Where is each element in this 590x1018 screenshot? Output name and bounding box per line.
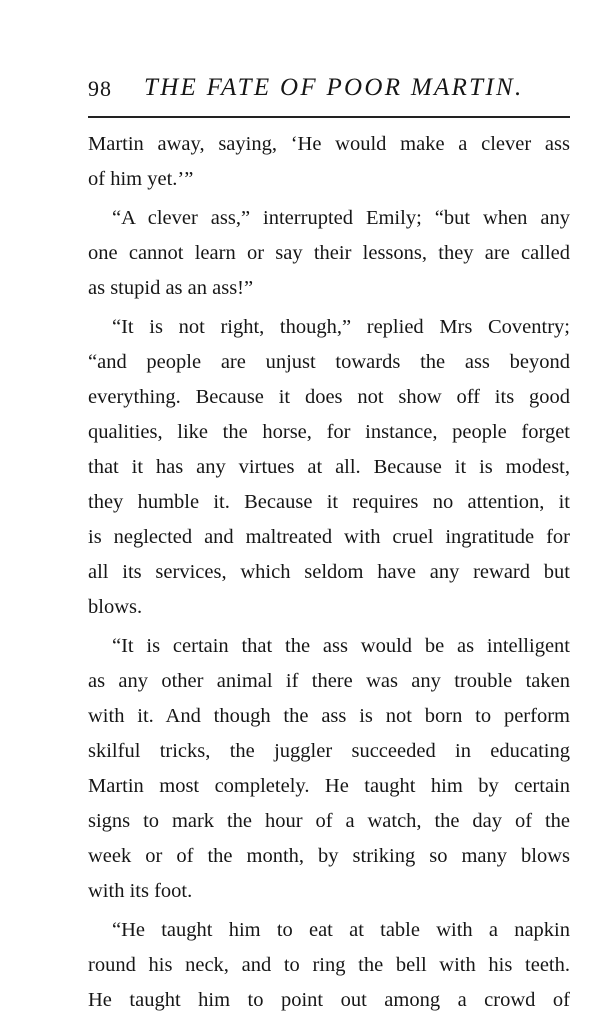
- text-line: as any other animal if there was any trouble taken: [88, 670, 570, 692]
- text-line: that it has any virtues at all. Because it is modest,: [88, 456, 570, 478]
- page-number: 98: [88, 76, 112, 101]
- text-line: week or of the month, by striking so many blows: [88, 845, 570, 867]
- paragraph: [88, 913, 570, 1018]
- text-line: they humble it. Because it requires no attention, it: [88, 491, 570, 513]
- text-line: Martin away, saying, ‘He would make a clever ass: [88, 133, 570, 155]
- page-header: [88, 74, 570, 110]
- text-line: with its foot.: [88, 880, 193, 902]
- paragraph: [88, 629, 570, 909]
- text-line: as stupid as an ass!”: [88, 277, 254, 299]
- text-line: of him yet.’”: [88, 168, 194, 190]
- body-text: [88, 127, 570, 1018]
- text-line: “He taught him to eat at table with a napkin: [112, 919, 570, 941]
- text-line: qualities, like the horse, for instance, people forget: [88, 421, 570, 443]
- text-line: blows.: [88, 596, 143, 618]
- text-line: signs to mark the hour of a watch, the day of the: [88, 810, 570, 832]
- text-line: one cannot learn or say their lessons, they are called: [88, 242, 570, 264]
- header-rule: [88, 116, 570, 118]
- text-line: is neglected and maltreated with cruel ingratitude for: [88, 526, 570, 548]
- text-line: “and people are unjust towards the ass beyond: [88, 351, 570, 373]
- paragraph: [88, 310, 570, 625]
- text-line: everything. Because it does not show off its good: [88, 386, 570, 408]
- text-line: round his neck, and to ring the bell with his teeth.: [88, 954, 570, 976]
- text-line: all its services, which seldom have any reward but: [88, 561, 570, 583]
- text-line: “It is certain that the ass would be as intelligent: [112, 635, 570, 657]
- paragraph: [88, 201, 570, 306]
- paragraph: [88, 127, 570, 197]
- text-line: with it. And though the ass is not born to perform: [88, 705, 570, 727]
- text-line: skilful tricks, the juggler succeeded in educating: [88, 740, 570, 762]
- text-line: He taught him to point out among a crowd of: [88, 989, 570, 1011]
- running-title: THE FATE OF POOR MARTIN.: [144, 74, 524, 101]
- text-line: “A clever ass,” interrupted Emily; “but when any: [112, 207, 570, 229]
- text-line: “It is not right, though,” replied Mrs Coventry;: [112, 316, 570, 338]
- text-line: Martin most completely. He taught him by certain: [88, 775, 570, 797]
